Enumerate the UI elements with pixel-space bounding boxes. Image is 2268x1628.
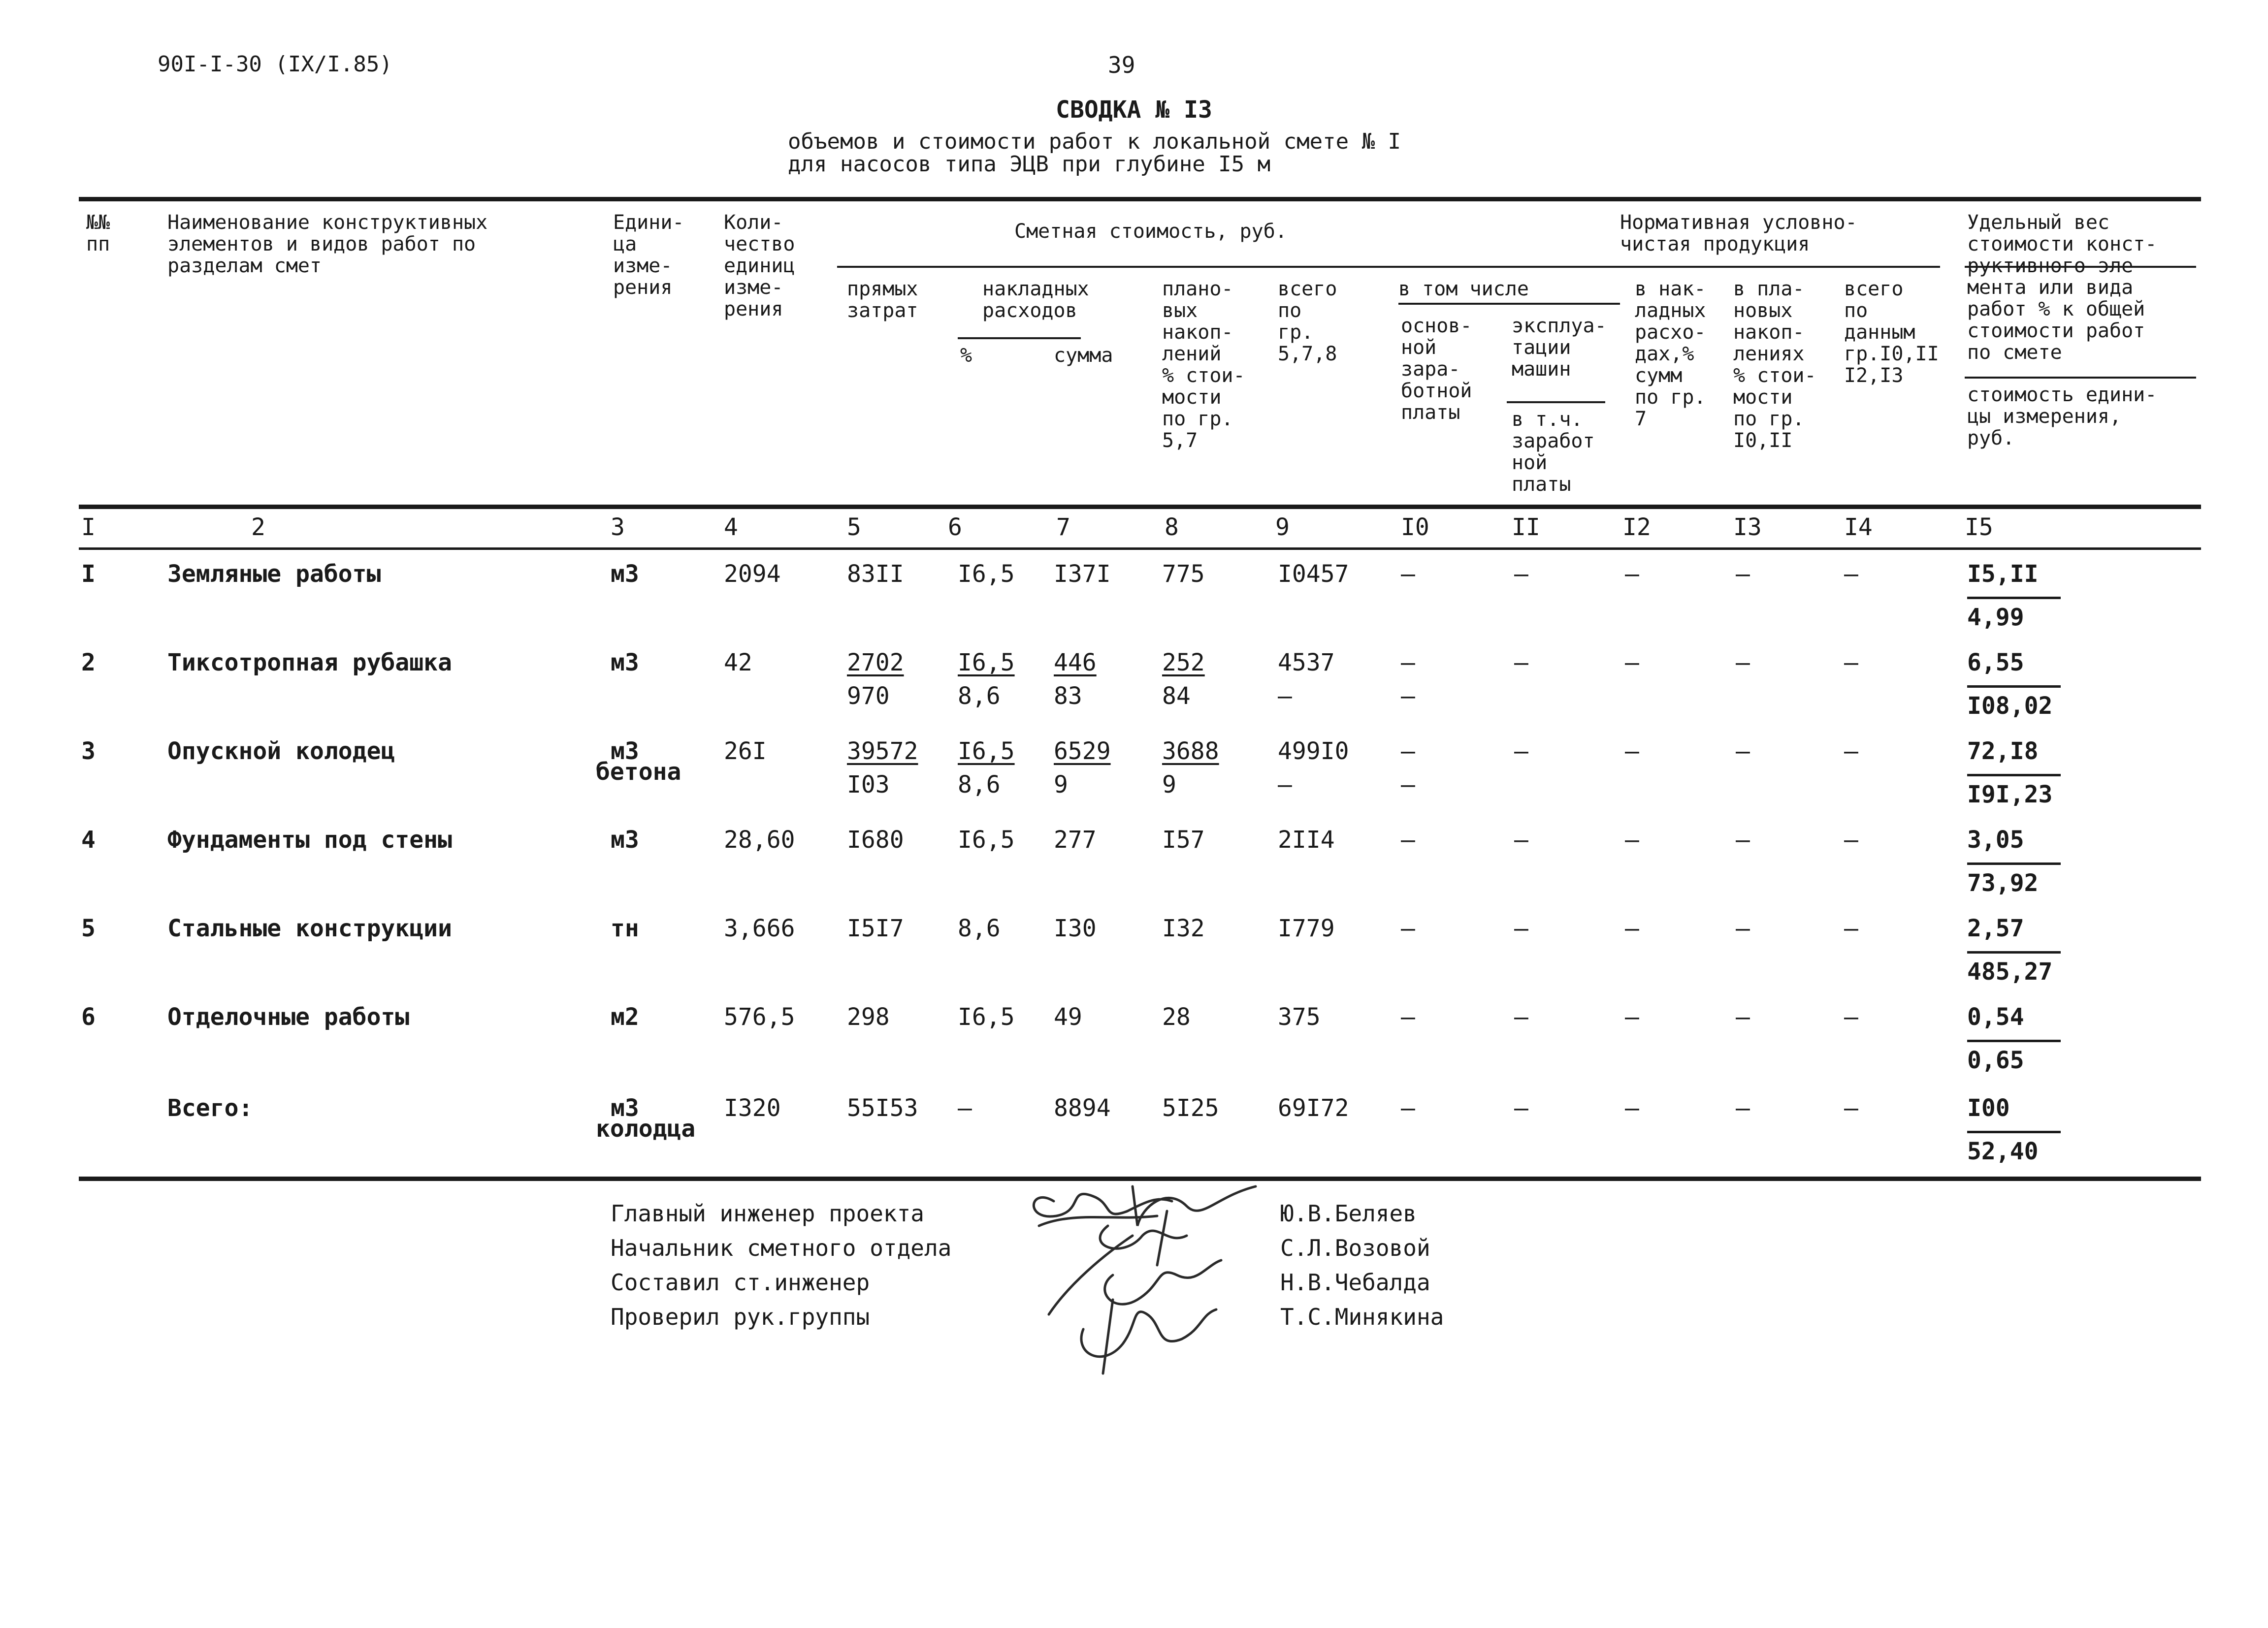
column-number-9: 9: [1275, 513, 1290, 541]
row-quantity: 42: [724, 649, 752, 676]
row-planned-savings: 3688: [1162, 737, 1219, 765]
name-chief-engineer: Ю.В.Беляев: [1280, 1200, 1417, 1227]
row-total-2: –: [1278, 682, 1292, 710]
row-unit-cost: 4,99: [1967, 604, 2024, 631]
row-share-percent: 0,54: [1967, 1003, 2024, 1031]
row-overhead-sum-2: 9: [1054, 771, 1068, 798]
header-c4: Коли- чество единиц изме- рения: [724, 211, 795, 320]
row-share-fraction-line: [1967, 774, 2061, 776]
row-machine-operation: –: [1514, 1003, 1528, 1031]
column-number-10: I0: [1401, 513, 1429, 541]
row-direct-costs: 2702: [847, 649, 904, 676]
row-base-wages: –: [1401, 1094, 1415, 1122]
row-direct-costs: I680: [847, 826, 904, 854]
row-quantity: 2094: [724, 560, 781, 588]
row-norm-overhead: –: [1625, 649, 1639, 676]
row-unit-secondary: колодца: [596, 1115, 696, 1143]
row-unit: м3: [611, 560, 639, 588]
row-base-wages-2: –: [1401, 771, 1415, 798]
row-share-fraction-line: [1967, 862, 2061, 865]
row-name: Всего:: [167, 1094, 253, 1122]
row-share-fraction-line: [1967, 951, 2061, 954]
column-number-7: 7: [1056, 513, 1070, 541]
header-c11b: в т.ч. заработ ной платы: [1512, 408, 1595, 496]
row-norm-savings: –: [1736, 826, 1750, 854]
row-direct-costs: 83II: [847, 560, 904, 588]
row-total: 2II4: [1278, 826, 1335, 854]
column-number-11: II: [1512, 513, 1540, 541]
overhead-sub-rule: [958, 337, 1081, 339]
row-quantity: I320: [724, 1094, 781, 1122]
col-numbers-rule: [79, 547, 2201, 550]
row-overhead-sum: I37I: [1054, 560, 1111, 588]
header-c13: в пла- новых накоп- лениях % стои- мости по гр. I0,II: [1733, 278, 1816, 452]
row-number: 5: [81, 915, 96, 942]
header-c2: Наименование конструктивных элементов и видов работ по разделам смет: [167, 211, 488, 277]
subtitle-line-1: объемов и стоимости работ к локальной смете № I: [788, 129, 1401, 154]
row-norm-total: –: [1844, 1094, 1858, 1122]
column-number-5: 5: [847, 513, 861, 541]
row-overhead-percent: I6,5: [958, 826, 1015, 854]
row-norm-total: –: [1844, 649, 1858, 676]
row-unit-cost: I9I,23: [1967, 781, 2053, 808]
row-total: 69I72: [1278, 1094, 1349, 1122]
row-norm-overhead: –: [1625, 1094, 1639, 1122]
row-overhead-sum: 8894: [1054, 1094, 1111, 1122]
role-estimate-head: Начальник сметного отдела: [611, 1235, 952, 1261]
row-base-wages-2: –: [1401, 682, 1415, 710]
row-share-percent: 3,05: [1967, 826, 2024, 854]
row-norm-savings: –: [1736, 1094, 1750, 1122]
row-direct-costs: 55I53: [847, 1094, 918, 1122]
row-norm-total: –: [1844, 1003, 1858, 1031]
row-machine-operation: –: [1514, 737, 1528, 765]
incl-sub-rule: [1398, 303, 1620, 305]
row-base-wages: –: [1401, 649, 1415, 676]
role-compiler: Составил ст.инженер: [611, 1269, 870, 1296]
row-total-2: –: [1278, 771, 1292, 798]
row-share-percent: I5,II: [1967, 560, 2039, 588]
row-base-wages: –: [1401, 560, 1415, 588]
row-overhead-percent-2: 8,6: [958, 771, 1001, 798]
row-planned-savings: 5I25: [1162, 1094, 1219, 1122]
row-overhead-percent: I6,5: [958, 560, 1015, 588]
row-norm-total: –: [1844, 915, 1858, 942]
row-base-wages: –: [1401, 737, 1415, 765]
row-overhead-sum: I30: [1054, 915, 1097, 942]
row-norm-overhead: –: [1625, 826, 1639, 854]
row-planned-savings: I57: [1162, 826, 1205, 854]
row-machine-operation: –: [1514, 826, 1528, 854]
row-unit: м3: [611, 737, 639, 765]
handwritten-signatures: [1009, 1167, 1295, 1393]
row-overhead-sum: 446: [1054, 649, 1097, 676]
column-number-1: I: [81, 513, 96, 541]
row-name: Опускной колодец: [167, 737, 395, 765]
column-number-12: I2: [1622, 513, 1651, 541]
row-name: Стальные конструкции: [167, 915, 452, 942]
row-planned-savings: I32: [1162, 915, 1205, 942]
row-direct-costs: 298: [847, 1003, 890, 1031]
column-number-4: 4: [724, 513, 738, 541]
row-quantity: 576,5: [724, 1003, 795, 1031]
header-c10: основ- ной зара- ботной платы: [1401, 315, 1472, 424]
name-compiler: Н.В.Чебалда: [1280, 1269, 1430, 1296]
row-share-percent: I00: [1967, 1094, 2010, 1122]
row-base-wages: –: [1401, 1003, 1415, 1031]
row-unit-secondary: бетона: [596, 758, 681, 786]
row-machine-operation: –: [1514, 649, 1528, 676]
row-norm-overhead: –: [1625, 737, 1639, 765]
norm-group-rule: [1630, 266, 1940, 268]
header-c1: №№ пп: [86, 211, 110, 255]
column-number-2: 2: [251, 513, 265, 541]
header-c5: прямых затрат: [847, 278, 918, 322]
document-title: СВОДКА № I3: [1056, 96, 1212, 124]
row-overhead-percent: I6,5: [958, 737, 1015, 765]
row-overhead-percent: –: [958, 1094, 972, 1122]
row-share-fraction-line: [1967, 1131, 2061, 1133]
row-norm-overhead: –: [1625, 560, 1639, 588]
signature-names: [1280, 1196, 1444, 1334]
column-number-14: I4: [1844, 513, 1873, 541]
row-number: 3: [81, 737, 96, 765]
row-total: 499I0: [1278, 737, 1349, 765]
row-overhead-sum: 49: [1054, 1003, 1082, 1031]
document-subtitle: [788, 130, 1401, 176]
row-unit: тн: [611, 915, 639, 942]
table-top-rule: [79, 197, 2201, 201]
row-norm-savings: –: [1736, 1003, 1750, 1031]
row-norm-total: –: [1844, 826, 1858, 854]
document-code: 90I-I-30 (IX/I.85): [158, 52, 392, 77]
row-machine-operation: –: [1514, 915, 1528, 942]
header-c7: сумма: [1054, 344, 1113, 367]
role-chief-engineer: Главный инженер проекта: [611, 1200, 924, 1227]
row-name: Отделочные работы: [167, 1003, 410, 1031]
row-unit-cost: 73,92: [1967, 869, 2039, 897]
row-total: I0457: [1278, 560, 1349, 588]
row-share-percent: 2,57: [1967, 915, 2024, 942]
row-number: 4: [81, 826, 96, 854]
row-name: Земляные работы: [167, 560, 381, 588]
subtitle-line-2: для насосов типа ЭЦВ при глубине I5 м: [788, 152, 1271, 177]
row-overhead-percent: I6,5: [958, 1003, 1015, 1031]
header-c12: в нак- ладных расхо- дах,% сумм по гр. 7: [1635, 278, 1706, 430]
row-unit-cost: 485,27: [1967, 958, 2053, 986]
row-direct-costs: 39572: [847, 737, 918, 765]
row-quantity: 28,60: [724, 826, 795, 854]
header-bottom-rule: [79, 505, 2201, 509]
header-c3: Едини- ца изме- рения: [613, 211, 684, 299]
row-number: 6: [81, 1003, 96, 1031]
row-total: 375: [1278, 1003, 1321, 1031]
row-name: Фундаменты под стены: [167, 826, 452, 854]
column-number-6: 6: [948, 513, 962, 541]
row-overhead-sum-2: 83: [1054, 682, 1082, 710]
row-number: 2: [81, 649, 96, 676]
row-direct-costs-wages: I03: [847, 771, 890, 798]
row-norm-total: –: [1844, 560, 1858, 588]
row-direct-costs-wages: 970: [847, 682, 890, 710]
header-c15: Удельный вес стоимости конст- руктивного эле- мента или вида работ % к общей стоимости работ по смете: [1967, 211, 2157, 364]
header-c10-11: в том числе: [1398, 278, 1529, 300]
row-total: I779: [1278, 915, 1335, 942]
row-share-fraction-line: [1967, 597, 2061, 599]
row-direct-costs: I5I7: [847, 915, 904, 942]
cost-group-rule: [837, 266, 1640, 268]
row-planned-savings: 252: [1162, 649, 1205, 676]
row-number: I: [81, 560, 96, 588]
row-unit: м2: [611, 1003, 639, 1031]
header-group-cost: Сметная стоимость, руб.: [1014, 220, 1287, 243]
row-planned-savings: 28: [1162, 1003, 1191, 1031]
c15-sub-rule: [1965, 377, 2196, 379]
row-unit: м3: [611, 649, 639, 676]
header-group-norm: Нормативная условно- чистая продукция: [1620, 211, 1857, 255]
column-number-13: I3: [1733, 513, 1762, 541]
row-norm-overhead: –: [1625, 1003, 1639, 1031]
row-name: Тиксотропная рубашка: [167, 649, 452, 676]
row-quantity: 26I: [724, 737, 767, 765]
column-number-3: 3: [611, 513, 625, 541]
row-machine-operation: –: [1514, 1094, 1528, 1122]
row-unit-cost: 52,40: [1967, 1138, 2039, 1165]
column-number-15: I5: [1965, 513, 1993, 541]
row-planned-savings-2: 9: [1162, 771, 1176, 798]
row-overhead-percent: I6,5: [958, 649, 1015, 676]
header-c6: %: [960, 344, 972, 367]
row-base-wages: –: [1401, 915, 1415, 942]
header-c14: всего по данным гр.I0,II I2,I3: [1844, 278, 1939, 387]
row-overhead-percent: 8,6: [958, 915, 1001, 942]
row-share-fraction-line: [1967, 685, 2061, 688]
row-base-wages: –: [1401, 826, 1415, 854]
row-overhead-percent-2: 8,6: [958, 682, 1001, 710]
row-unit-cost: I08,02: [1967, 692, 2053, 720]
row-unit: м3: [611, 1094, 639, 1122]
row-norm-overhead: –: [1625, 915, 1639, 942]
header-c9: всего по гр. 5,7,8: [1278, 278, 1337, 365]
header-c11: эксплуа- тации машин: [1512, 315, 1607, 381]
column-number-8: 8: [1165, 513, 1179, 541]
row-share-percent: 6,55: [1967, 649, 2024, 676]
row-unit-cost: 0,65: [1967, 1047, 2024, 1074]
name-estimate-head: С.Л.Возовой: [1280, 1235, 1430, 1261]
row-unit: м3: [611, 826, 639, 854]
header-c8: плано- вых накоп- лений % стои- мости по гр. 5,7: [1162, 278, 1245, 452]
row-overhead-sum: 6529: [1054, 737, 1111, 765]
row-total: 4537: [1278, 649, 1335, 676]
row-machine-operation: –: [1514, 560, 1528, 588]
row-norm-total: –: [1844, 737, 1858, 765]
row-norm-savings: –: [1736, 915, 1750, 942]
header-c6-7: накладных расходов: [982, 278, 1089, 322]
row-overhead-sum: 277: [1054, 826, 1097, 854]
row-share-percent: 72,I8: [1967, 737, 2039, 765]
row-share-fraction-line: [1967, 1040, 2061, 1042]
page-number: 39: [1108, 52, 1135, 78]
row-planned-savings: 775: [1162, 560, 1205, 588]
header-c15b: стоимость едини- цы измерения, руб.: [1967, 383, 2157, 449]
row-norm-savings: –: [1736, 737, 1750, 765]
name-checker: Т.С.Минякина: [1280, 1304, 1444, 1330]
role-checker: Проверил рук.группы: [611, 1304, 870, 1330]
signature-roles: [611, 1196, 951, 1334]
row-quantity: 3,666: [724, 915, 795, 942]
machines-sub-rule: [1507, 401, 1605, 403]
row-planned-savings-2: 84: [1162, 682, 1191, 710]
row-norm-savings: –: [1736, 649, 1750, 676]
row-norm-savings: –: [1736, 560, 1750, 588]
